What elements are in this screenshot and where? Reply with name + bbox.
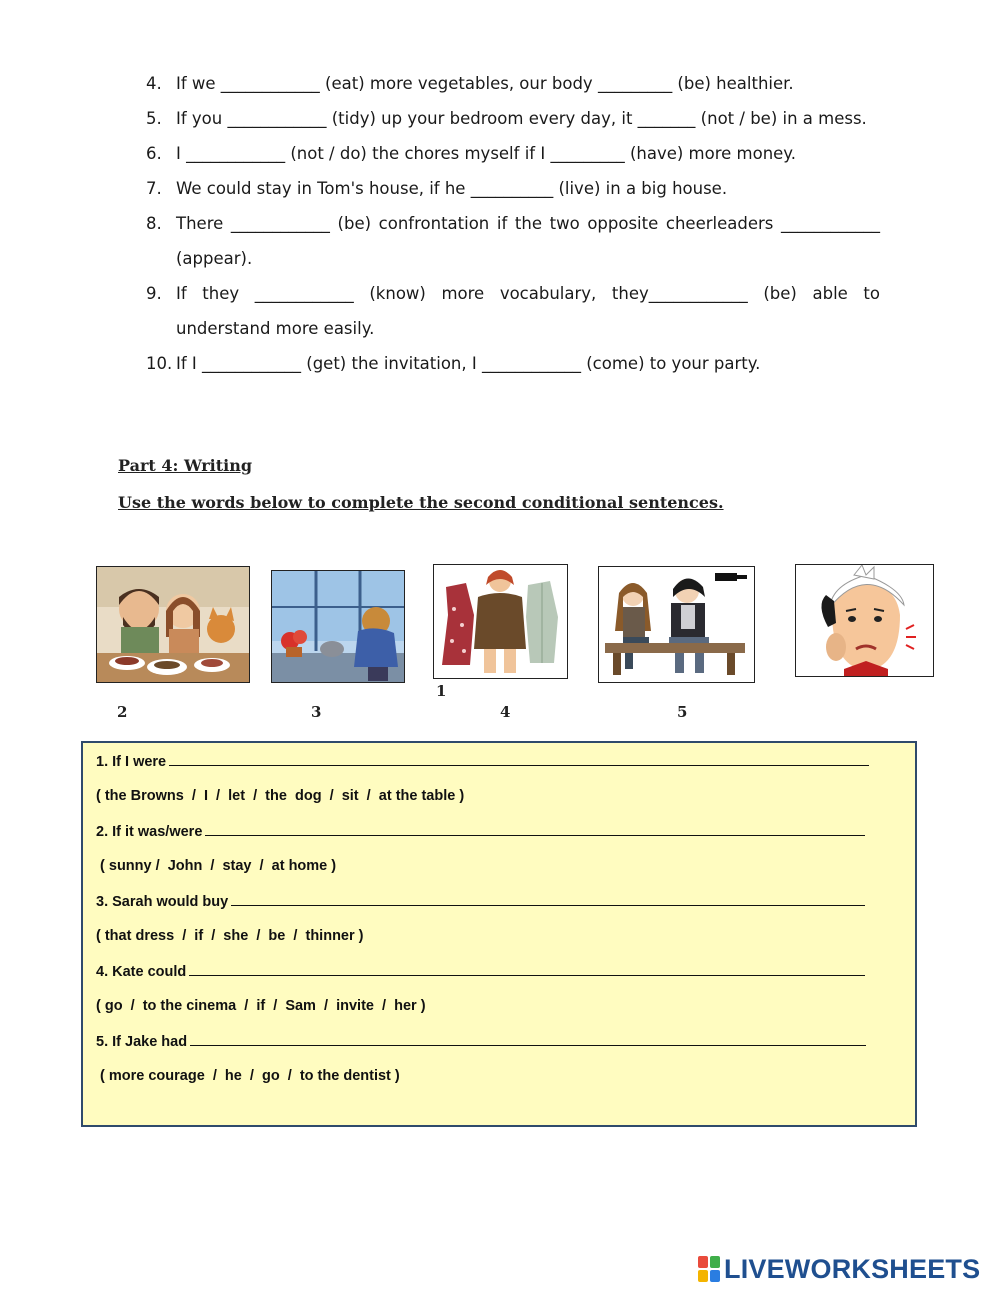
exercise-item [146,66,880,101]
exercise-number: 5. [146,109,162,128]
exercise-list [146,66,880,381]
exercise-text: We could stay in Tom's house, if he __________ (live) in a big house. [176,179,728,198]
question-stem: 4. Kate could [96,964,187,980]
family-dinner-illustration [97,567,249,682]
boy-at-window-picture [271,570,405,683]
answer-blank[interactable] [190,1031,866,1046]
word-hint: ( more courage / he / go / to the dentist ) [96,1068,400,1084]
logo-mark-icon [698,1256,720,1282]
woman-with-dresses-picture [433,564,568,679]
exercise-text: If we ____________ (eat) more vegetables, our body _________ (be) healthier. [176,74,794,93]
part-title: Part 4: Writing [118,456,253,475]
question-line [96,1031,866,1050]
question-stem: 2. If it was/were [96,824,203,840]
answer-blank[interactable] [231,891,865,906]
word-hint: ( sunny / John / stay / at home ) [96,858,337,874]
logo-text: LIVEWORKSHEETS [724,1253,981,1284]
family-dinner-picture [96,566,250,683]
answer-blank[interactable] [205,821,865,836]
question-line [96,961,865,980]
exercise-item [146,136,880,171]
question-line [96,891,865,910]
toothache-man-illustration [796,565,933,676]
answer-blank[interactable] [169,751,869,766]
woman-with-dresses-illustration [434,565,567,678]
exercise-text: I ____________ (not / do) the chores myself if I _________ (have) more money. [176,144,796,163]
answer-blank[interactable] [189,961,865,976]
word-hint: ( that dress / if / she / be / thinner ) [96,928,364,944]
exercise-text: If they ____________ (know) more vocabulary, they____________ (be) able to understand more easily. [176,284,880,338]
couple-on-bench-picture [598,566,755,683]
question-stem: 3. Sarah would buy [96,894,229,910]
answer-box [81,741,917,1127]
exercise-item [146,101,880,136]
picture-label: 3 [311,703,322,721]
exercise-text: If I ____________ (get) the invitation, I ____________ (come) to your party. [176,354,761,373]
exercise-text: If you ____________ (tidy) up your bedroom every day, it _______ (not / be) in a mess. [176,109,867,128]
picture-label: 1 [436,682,447,700]
exercise-number: 9. [146,284,162,303]
boy-at-window-illustration [272,571,404,682]
picture-label: 2 [117,703,128,721]
picture-label: 5 [677,703,688,721]
question-stem: 5. If Jake had [96,1034,188,1050]
exercise-number: 7. [146,179,162,198]
toothache-man-picture [795,564,934,677]
exercise-text: There ____________ (be) confrontation if the two opposite cheerleaders ____________ (appear). [176,214,880,268]
question-stem: 1. If I were [96,754,167,770]
exercise-number: 4. [146,74,162,93]
exercise-item [146,276,880,346]
exercise-number: 6. [146,144,162,163]
word-hint: ( the Browns / I / let / the dog / sit / at the table ) [96,788,465,804]
part-instruction: Use the words below to complete the second conditional sentences. [118,493,724,512]
exercise-item [146,171,880,206]
question-line [96,751,869,770]
liveworksheets-logo[interactable] [698,1253,980,1285]
exercise-number: 8. [146,214,162,233]
exercise-number: 10. [146,354,173,373]
exercise-item [146,346,880,381]
question-line [96,821,865,840]
picture-label: 4 [500,703,511,721]
word-hint: ( go / to the cinema / if / Sam / invite / her ) [96,998,426,1014]
exercise-item [146,206,880,276]
couple-on-bench-illustration [599,567,754,682]
